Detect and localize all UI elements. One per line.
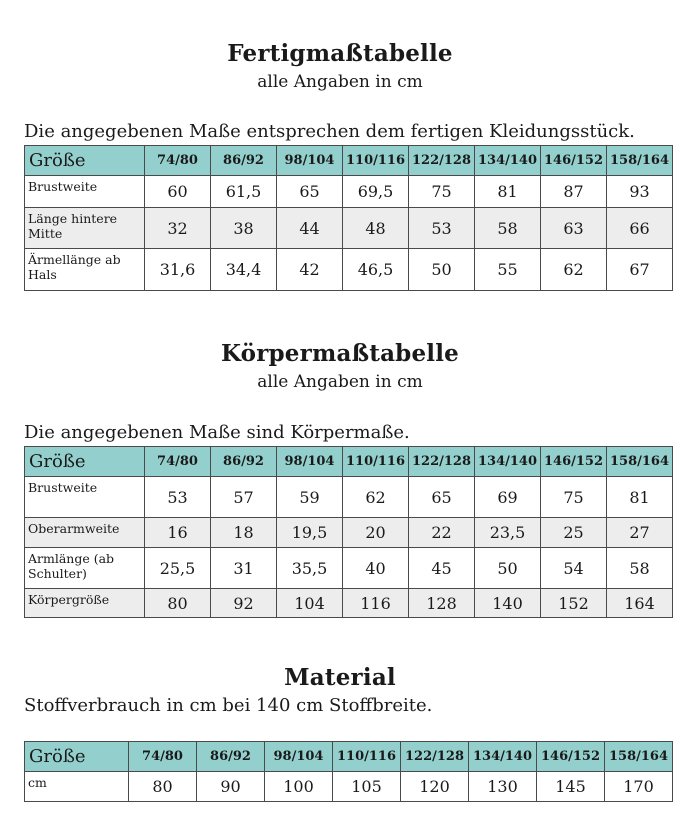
row-label: Armlänge (ab Schulter) [25,548,145,589]
table-cell: 20 [343,518,409,548]
table-cell: 164 [607,589,673,618]
size-header: 158/164 [605,742,673,772]
table-cell: 92 [211,589,277,618]
row-label: Brustweite [25,477,145,518]
size-header: 98/104 [265,742,333,772]
size-header: 86/92 [211,447,277,477]
header-size-label: Größe [25,146,145,176]
row-label: cm [25,772,129,802]
table-cell: 42 [277,249,343,291]
table-cell: 152 [541,589,607,618]
table-cell: 75 [541,477,607,518]
table-cell: 50 [409,249,475,291]
size-header: 158/164 [607,146,673,176]
size-header: 146/152 [537,742,605,772]
table-cell: 65 [409,477,475,518]
table-row [25,249,673,291]
table-cell: 60 [145,176,211,208]
fertig-subtitle: alle Angaben in cm [257,72,423,92]
fertig-table [24,145,673,291]
table-cell: 32 [145,208,211,249]
table-cell: 54 [541,548,607,589]
table-row [25,176,673,208]
table-cell: 81 [607,477,673,518]
table-cell: 100 [265,772,333,802]
material-header-row [25,742,673,772]
material-title: Material [284,664,396,691]
table-cell: 58 [475,208,541,249]
table-row [25,548,673,589]
table-cell: 27 [607,518,673,548]
table-row [25,589,673,618]
table-cell: 31 [211,548,277,589]
table-cell: 57 [211,477,277,518]
size-header: 74/80 [145,447,211,477]
table-cell: 105 [333,772,401,802]
table-cell: 67 [607,249,673,291]
table-cell: 87 [541,176,607,208]
table-cell: 22 [409,518,475,548]
table-cell: 50 [475,548,541,589]
table-cell: 59 [277,477,343,518]
table-cell: 80 [145,589,211,618]
table-cell: 62 [541,249,607,291]
table-cell: 45 [409,548,475,589]
size-header: 86/92 [197,742,265,772]
table-cell: 61,5 [211,176,277,208]
header-size-label: Größe [25,742,129,772]
table-cell: 128 [409,589,475,618]
size-header: 134/140 [475,447,541,477]
table-cell: 63 [541,208,607,249]
table-cell: 23,5 [475,518,541,548]
table-cell: 53 [145,477,211,518]
table-cell: 130 [469,772,537,802]
size-header: 110/116 [343,146,409,176]
size-header: 110/116 [333,742,401,772]
table-cell: 35,5 [277,548,343,589]
size-header: 98/104 [277,146,343,176]
size-header: 134/140 [469,742,537,772]
table-cell: 44 [277,208,343,249]
table-cell: 25,5 [145,548,211,589]
koerper-intro: Die angegebenen Maße sind Körpermaße. [24,422,410,443]
table-row [25,518,673,548]
table-cell: 93 [607,176,673,208]
size-header: 74/80 [145,146,211,176]
size-header: 158/164 [607,447,673,477]
koerper-title: Körpermaßtabelle [220,340,460,367]
table-cell: 120 [401,772,469,802]
table-row [25,208,673,249]
table-cell: 81 [475,176,541,208]
row-label: Länge hintere Mitte [25,208,145,249]
table-cell: 140 [475,589,541,618]
table-cell: 62 [343,477,409,518]
size-header: 122/128 [409,146,475,176]
table-row [25,772,673,802]
table-cell: 145 [537,772,605,802]
table-cell: 19,5 [277,518,343,548]
size-header: 146/152 [541,146,607,176]
row-label: Körpergröße [25,589,145,618]
row-label: Brustweite [25,176,145,208]
material-table [24,741,673,802]
table-cell: 31,6 [145,249,211,291]
koerper-header-row [25,447,673,477]
table-cell: 40 [343,548,409,589]
size-header: 74/80 [129,742,197,772]
size-header: 122/128 [401,742,469,772]
table-cell: 55 [475,249,541,291]
table-cell: 53 [409,208,475,249]
table-cell: 16 [145,518,211,548]
material-intro: Stoffverbrauch in cm bei 140 cm Stoffbreite. [24,695,433,716]
fertig-header-row [25,146,673,176]
row-label: Oberarmweite [25,518,145,548]
header-size-label: Größe [25,447,145,477]
size-header: 134/140 [475,146,541,176]
fertig-title: Fertigmaßtabelle [227,40,453,67]
table-cell: 25 [541,518,607,548]
size-header: 146/152 [541,447,607,477]
size-header: 98/104 [277,447,343,477]
table-cell: 170 [605,772,673,802]
size-header: 122/128 [409,447,475,477]
table-cell: 48 [343,208,409,249]
table-cell: 34,4 [211,249,277,291]
table-row [25,477,673,518]
table-cell: 18 [211,518,277,548]
table-cell: 69,5 [343,176,409,208]
koerper-table [24,446,673,618]
table-cell: 104 [277,589,343,618]
table-cell: 46,5 [343,249,409,291]
table-cell: 58 [607,548,673,589]
table-cell: 38 [211,208,277,249]
size-header: 86/92 [211,146,277,176]
table-cell: 90 [197,772,265,802]
size-header: 110/116 [343,447,409,477]
table-cell: 75 [409,176,475,208]
table-cell: 65 [277,176,343,208]
table-cell: 66 [607,208,673,249]
koerper-subtitle: alle Angaben in cm [257,372,423,392]
table-cell: 116 [343,589,409,618]
fertig-intro: Die angegebenen Maße entsprechen dem fertigen Kleidungsstück. [24,121,635,142]
row-label: Ärmellänge ab Hals [25,249,145,291]
table-cell: 69 [475,477,541,518]
table-cell: 80 [129,772,197,802]
